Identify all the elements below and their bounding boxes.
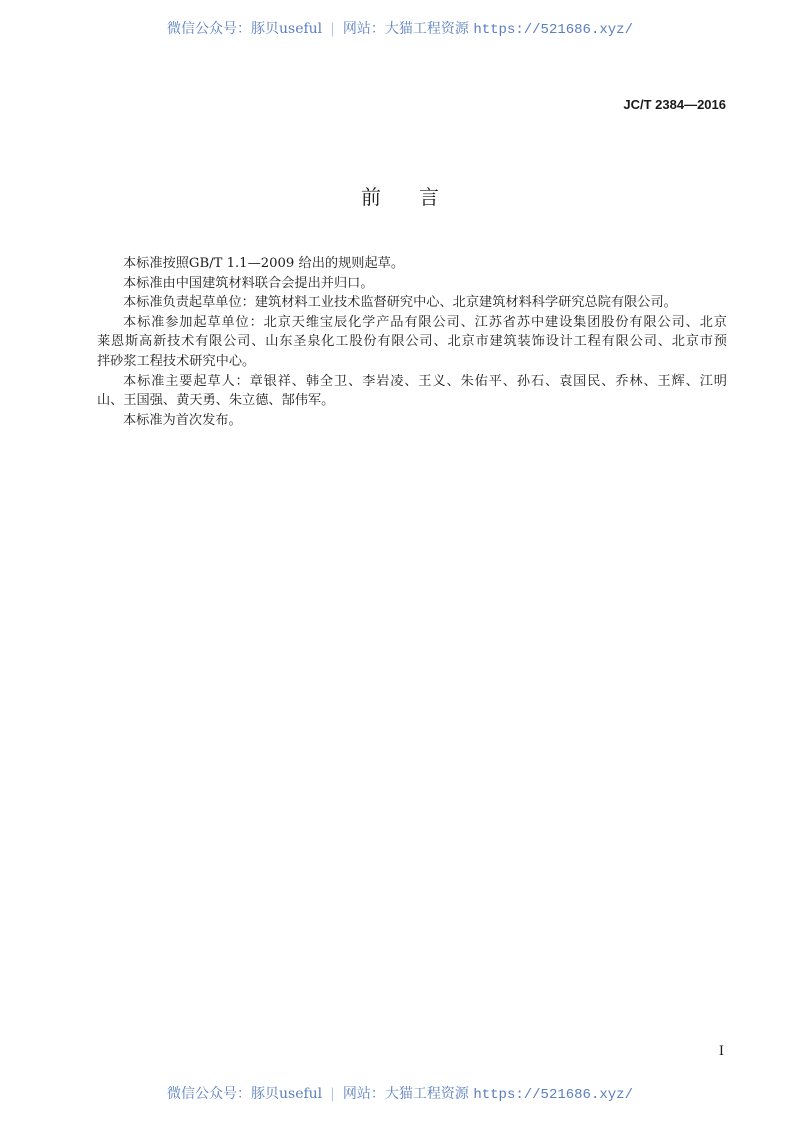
- watermark-separator: |: [330, 1086, 335, 1102]
- watermark-site: 网站：大猫工程资源: [342, 1086, 469, 1102]
- paragraph: [97, 254, 727, 274]
- paragraph-line: 本标准主要起草人：章银祥、韩全卫、李岩凌、王义、朱佑平、孙石、袁国民、乔林、王辉、江明: [123, 373, 727, 389]
- watermark-separator: |: [330, 21, 335, 37]
- paragraph-line: 莱恩斯高新技术有限公司、山东圣泉化工股份有限公司、北京市建筑装饰设计工程有限公司、北京市预: [97, 334, 727, 350]
- watermark-site: 网站：大猫工程资源: [342, 21, 469, 37]
- watermark-url[interactable]: https://521686.xyz/: [473, 22, 633, 38]
- paragraph: [97, 372, 727, 411]
- paragraph: [97, 293, 727, 313]
- paragraph: [97, 411, 727, 431]
- watermark-wechat: 微信公众号：豚贝useful: [167, 1086, 323, 1102]
- document-number: JC/T 2384—2016: [623, 97, 726, 112]
- paragraph-line: 本标准按照GB/T 1.1—2009 给出的规则起草。: [123, 256, 405, 271]
- watermark-url[interactable]: https://521686.xyz/: [473, 1087, 633, 1103]
- watermark-bottom: [0, 1083, 800, 1103]
- page-title: 前言: [361, 185, 477, 209]
- paragraph-line: 本标准由中国建筑材料联合会提出并归口。: [123, 275, 374, 291]
- paragraph-line: 本标准负责起草单位：建筑材料工业技术监督研究中心、北京建筑材料科学研究总院有限公司。: [123, 295, 677, 311]
- watermark-top: [0, 18, 800, 38]
- paragraph: [97, 274, 727, 294]
- paragraph-line: 拌砂浆工程技术研究中心。: [97, 353, 256, 369]
- foreword-body: [97, 254, 727, 430]
- page-number: I: [718, 1044, 724, 1059]
- paragraph-line: 本标准参加起草单位：北京天维宝辰化学产品有限公司、江苏省苏中建设集团股份有限公司、北京: [123, 314, 727, 330]
- paragraph-line: 山、王国强、黄天勇、朱立德、郜伟军。: [97, 393, 335, 409]
- paragraph: [97, 313, 727, 372]
- watermark-wechat: 微信公众号：豚贝useful: [167, 21, 323, 37]
- paragraph-line: 本标准为首次发布。: [123, 412, 242, 428]
